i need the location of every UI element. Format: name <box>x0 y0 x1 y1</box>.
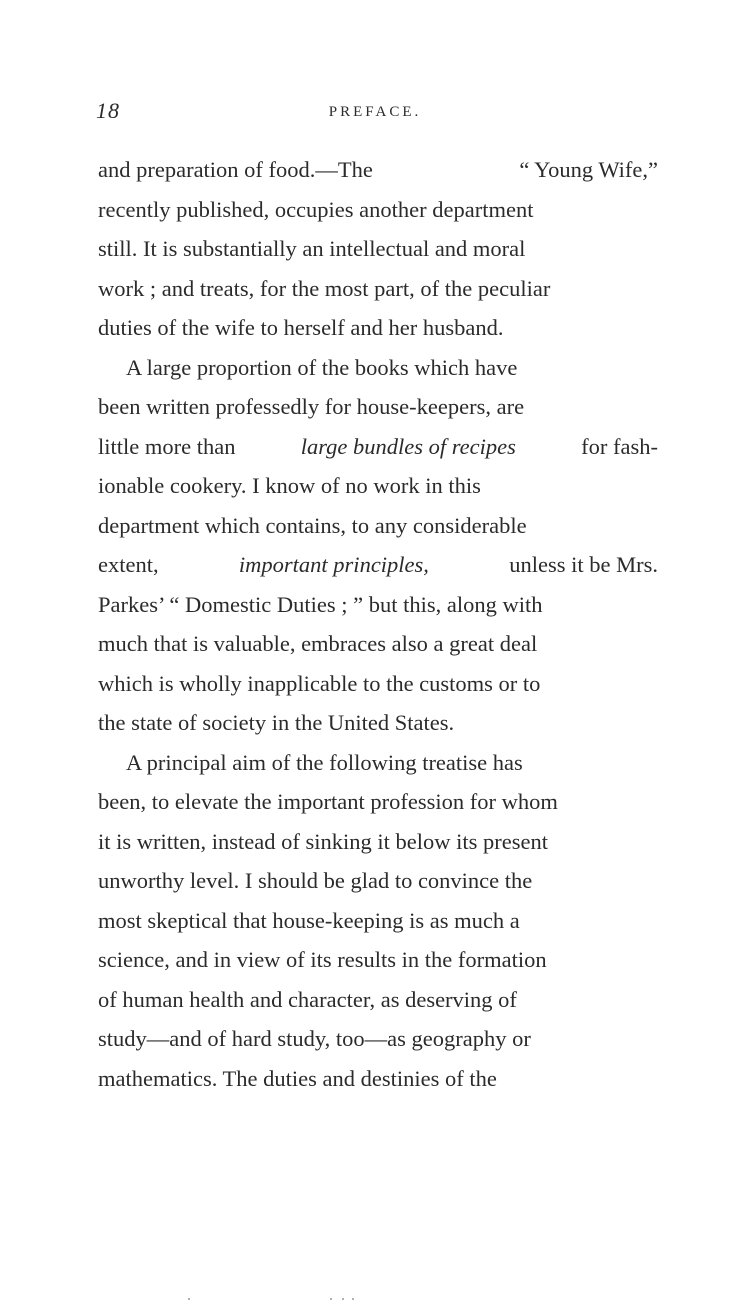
text-line: mathematics. The duties and destinies of the <box>98 1065 497 1091</box>
text-line: the state of society in the United States. <box>98 710 455 735</box>
page-number: 18 <box>96 98 120 123</box>
text-line: department which contains, to any considerable <box>98 512 527 538</box>
text-line: study—and of hard study, too—as geography or <box>98 1026 531 1051</box>
body-text <box>98 150 658 1098</box>
text-line: been, to elevate the important profession for whom <box>98 789 558 814</box>
text-line: science, and in view of its results in the formation <box>98 947 547 972</box>
text-line: A large proportion of the books which have <box>126 354 518 380</box>
text-line: it is written, instead of sinking it below its present <box>98 828 548 854</box>
text-line: which is wholly inapplicable to the customs or to <box>98 670 541 696</box>
paragraph <box>98 150 658 348</box>
text-line: of human health and character, as deserving of <box>98 986 517 1012</box>
text-line: been written professedly for house-keepers, are <box>98 394 525 419</box>
italic-phrase: large bundles of recipes <box>300 433 516 459</box>
italic-phrase: important principles, <box>238 552 429 577</box>
scan-artifact-dots <box>180 1298 580 1304</box>
text-line: little more than large bundles of recipes for fash- <box>98 427 658 467</box>
text-line: and preparation of food.—The “ Young Wife,” <box>98 157 658 182</box>
text-line: most skeptical that house-keeping is as much a <box>98 907 520 933</box>
text-line: still. It is substantially an intellectual and moral <box>98 236 526 261</box>
text-line: unworthy level. I should be glad to convince the <box>98 868 533 893</box>
paragraph <box>98 348 658 743</box>
text-line: recently published, occupies another department <box>98 196 534 222</box>
text-line: extent, important principles, unless it be Mrs. <box>98 545 658 585</box>
text-line: work ; and treats, for the most part, of the peculiar <box>98 275 551 301</box>
text-line: A principal aim of the following treatise has <box>126 749 523 775</box>
text-line: ionable cookery. I know of no work in this <box>98 473 481 498</box>
text-line: Parkes’ “ Domestic Duties ; ” but this, along with <box>98 591 543 617</box>
running-head: PREFACE. <box>328 104 422 120</box>
text-line: much that is valuable, embraces also a great deal <box>98 631 538 656</box>
paragraph <box>98 743 658 1099</box>
text-line: duties of the wife to herself and her husband. <box>98 315 504 340</box>
